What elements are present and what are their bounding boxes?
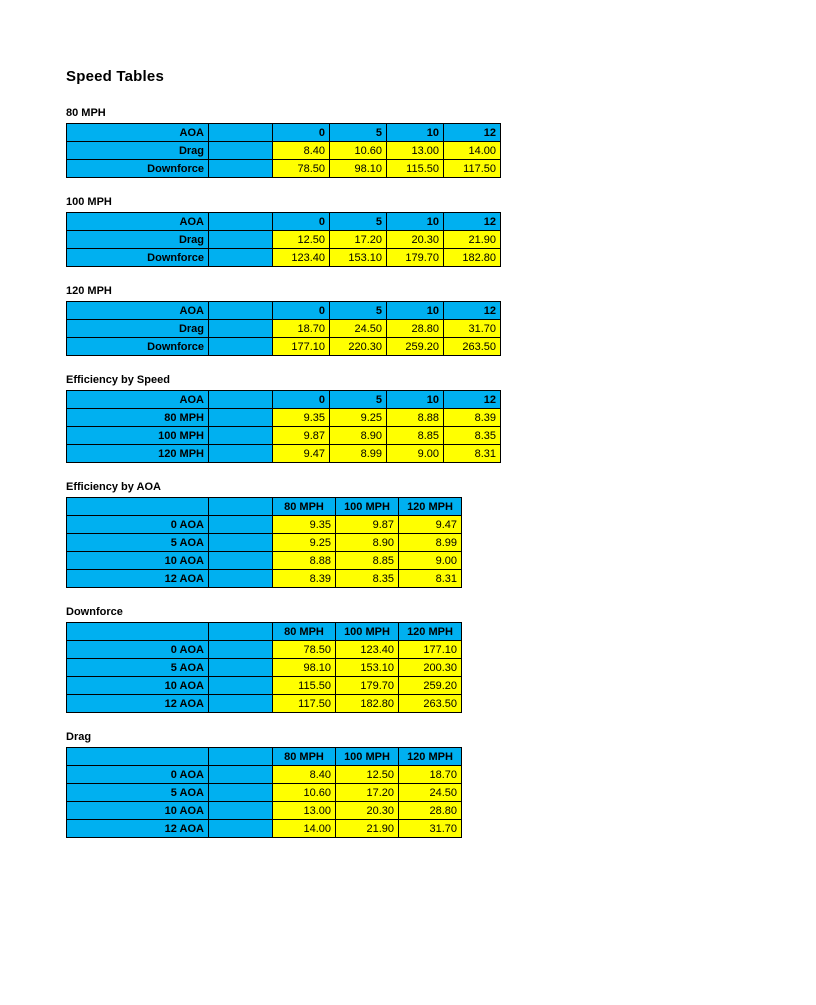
data-cell: 12.50 — [273, 231, 330, 249]
table-row — [67, 570, 462, 588]
column-header: 10 — [387, 213, 444, 231]
data-table — [66, 747, 462, 838]
data-cell: 13.00 — [387, 142, 444, 160]
table-row — [67, 641, 462, 659]
table-row — [67, 820, 462, 838]
table-row — [67, 249, 501, 267]
column-header: 12 — [444, 124, 501, 142]
table-section — [66, 285, 750, 356]
data-cell: 263.50 — [444, 338, 501, 356]
data-cell: 13.00 — [273, 802, 336, 820]
row-header: 5 AOA — [67, 784, 209, 802]
data-cell: 9.25 — [273, 534, 336, 552]
column-header: 0 — [273, 391, 330, 409]
data-cell: 31.70 — [444, 320, 501, 338]
data-cell: 123.40 — [273, 249, 330, 267]
row-header: 0 AOA — [67, 641, 209, 659]
data-cell: 9.47 — [273, 445, 330, 463]
row-header: 12 AOA — [67, 695, 209, 713]
data-cell: 8.35 — [336, 570, 399, 588]
section-label: Efficiency by AOA — [66, 481, 161, 493]
row-header: 5 AOA — [67, 534, 209, 552]
spacer-cell — [209, 516, 273, 534]
column-header — [209, 498, 273, 516]
column-header: AOA — [67, 124, 209, 142]
spacer-cell — [209, 802, 273, 820]
column-header: 120 MPH — [399, 748, 462, 766]
table-section — [66, 374, 750, 463]
column-header: AOA — [67, 213, 209, 231]
column-header — [209, 213, 273, 231]
spacer-cell — [209, 677, 273, 695]
data-cell: 9.47 — [399, 516, 462, 534]
table-row — [67, 445, 501, 463]
data-cell: 17.20 — [330, 231, 387, 249]
data-cell: 117.50 — [273, 695, 336, 713]
data-cell: 8.90 — [330, 427, 387, 445]
column-header: 10 — [387, 391, 444, 409]
table-row — [67, 427, 501, 445]
data-cell: 153.10 — [330, 249, 387, 267]
spacer-cell — [209, 766, 273, 784]
data-cell: 182.80 — [444, 249, 501, 267]
data-cell: 20.30 — [336, 802, 399, 820]
table-section — [66, 606, 750, 713]
data-cell: 10.60 — [273, 784, 336, 802]
table-header-row — [67, 748, 462, 766]
column-header: 0 — [273, 124, 330, 142]
data-cell: 21.90 — [336, 820, 399, 838]
spacer-cell — [209, 659, 273, 677]
data-cell: 9.87 — [336, 516, 399, 534]
data-cell: 9.00 — [387, 445, 444, 463]
section-label: Drag — [66, 731, 92, 743]
column-header: 5 — [330, 213, 387, 231]
spacer-cell — [209, 320, 273, 338]
data-cell: 9.00 — [399, 552, 462, 570]
data-cell: 28.80 — [387, 320, 444, 338]
data-table — [66, 301, 501, 356]
spacer-cell — [209, 249, 273, 267]
data-cell: 182.80 — [336, 695, 399, 713]
data-table — [66, 123, 501, 178]
data-cell: 78.50 — [273, 160, 330, 178]
spacer-cell — [209, 695, 273, 713]
row-header: 10 AOA — [67, 677, 209, 695]
column-header — [67, 623, 209, 641]
data-cell: 123.40 — [336, 641, 399, 659]
data-cell: 259.20 — [387, 338, 444, 356]
column-header: 80 MPH — [273, 623, 336, 641]
row-header: 0 AOA — [67, 766, 209, 784]
table-header-row — [67, 623, 462, 641]
table-row — [67, 231, 501, 249]
data-cell: 21.90 — [444, 231, 501, 249]
column-header — [209, 302, 273, 320]
data-cell: 24.50 — [330, 320, 387, 338]
data-cell: 24.50 — [399, 784, 462, 802]
data-cell: 9.25 — [330, 409, 387, 427]
column-header: 5 — [330, 391, 387, 409]
table-row — [67, 659, 462, 677]
table-row — [67, 534, 462, 552]
column-header: 5 — [330, 124, 387, 142]
column-header: 5 — [330, 302, 387, 320]
column-header: AOA — [67, 391, 209, 409]
data-cell: 8.85 — [336, 552, 399, 570]
section-label: 120 MPH — [66, 285, 112, 297]
data-cell: 78.50 — [273, 641, 336, 659]
table-row — [67, 142, 501, 160]
data-cell: 9.87 — [273, 427, 330, 445]
data-cell: 8.99 — [399, 534, 462, 552]
column-header — [209, 124, 273, 142]
column-header — [209, 623, 273, 641]
section-label: 100 MPH — [66, 196, 112, 208]
data-cell: 8.40 — [273, 142, 330, 160]
data-table — [66, 390, 501, 463]
table-header-row — [67, 498, 462, 516]
column-header: 80 MPH — [273, 498, 336, 516]
spacer-cell — [209, 570, 273, 588]
sections-container — [66, 107, 750, 838]
table-section — [66, 481, 750, 588]
table-row — [67, 516, 462, 534]
page-title: Speed Tables — [66, 68, 164, 85]
column-header — [209, 748, 273, 766]
column-header: 10 — [387, 124, 444, 142]
data-cell: 8.88 — [387, 409, 444, 427]
data-cell: 259.20 — [399, 677, 462, 695]
data-cell: 153.10 — [336, 659, 399, 677]
spacer-cell — [209, 552, 273, 570]
data-table — [66, 212, 501, 267]
data-cell: 9.35 — [273, 409, 330, 427]
spacer-cell — [209, 231, 273, 249]
data-cell: 20.30 — [387, 231, 444, 249]
row-header: 0 AOA — [67, 516, 209, 534]
data-cell: 220.30 — [330, 338, 387, 356]
row-header: 5 AOA — [67, 659, 209, 677]
data-cell: 8.88 — [273, 552, 336, 570]
data-cell: 263.50 — [399, 695, 462, 713]
column-header: 100 MPH — [336, 498, 399, 516]
section-label: Efficiency by Speed — [66, 374, 170, 386]
section-label: Downforce — [66, 606, 123, 618]
table-header-row — [67, 391, 501, 409]
table-row — [67, 695, 462, 713]
data-cell: 31.70 — [399, 820, 462, 838]
data-cell: 8.40 — [273, 766, 336, 784]
data-cell: 179.70 — [336, 677, 399, 695]
table-row — [67, 160, 501, 178]
column-header: 120 MPH — [399, 623, 462, 641]
column-header: 100 MPH — [336, 748, 399, 766]
column-header: 100 MPH — [336, 623, 399, 641]
table-header-row — [67, 213, 501, 231]
table-section — [66, 731, 750, 838]
row-header: Downforce — [67, 249, 209, 267]
data-cell: 18.70 — [273, 320, 330, 338]
column-header: 12 — [444, 391, 501, 409]
row-header: 100 MPH — [67, 427, 209, 445]
data-cell: 200.30 — [399, 659, 462, 677]
row-header: 12 AOA — [67, 570, 209, 588]
data-cell: 98.10 — [273, 659, 336, 677]
data-cell: 18.70 — [399, 766, 462, 784]
spacer-cell — [209, 445, 273, 463]
table-row — [67, 766, 462, 784]
table-row — [67, 320, 501, 338]
column-header: 80 MPH — [273, 748, 336, 766]
data-cell: 10.60 — [330, 142, 387, 160]
data-cell: 28.80 — [399, 802, 462, 820]
data-cell: 8.85 — [387, 427, 444, 445]
data-cell: 8.39 — [273, 570, 336, 588]
data-cell: 8.99 — [330, 445, 387, 463]
data-cell: 8.31 — [444, 445, 501, 463]
row-header: 80 MPH — [67, 409, 209, 427]
data-cell: 8.39 — [444, 409, 501, 427]
row-header: 10 AOA — [67, 552, 209, 570]
spacer-cell — [209, 534, 273, 552]
spacer-cell — [209, 160, 273, 178]
data-cell: 12.50 — [336, 766, 399, 784]
column-header — [67, 748, 209, 766]
spacer-cell — [209, 641, 273, 659]
spacer-cell — [209, 338, 273, 356]
data-cell: 115.50 — [387, 160, 444, 178]
data-cell: 117.50 — [444, 160, 501, 178]
table-row — [67, 802, 462, 820]
column-header — [67, 498, 209, 516]
data-cell: 179.70 — [387, 249, 444, 267]
row-header: 120 MPH — [67, 445, 209, 463]
column-header: 120 MPH — [399, 498, 462, 516]
table-row — [67, 784, 462, 802]
table-row — [67, 552, 462, 570]
column-header: 10 — [387, 302, 444, 320]
spacer-cell — [209, 409, 273, 427]
data-table — [66, 622, 462, 713]
spacer-cell — [209, 820, 273, 838]
data-cell: 9.35 — [273, 516, 336, 534]
column-header: 12 — [444, 213, 501, 231]
row-header: 10 AOA — [67, 802, 209, 820]
table-row — [67, 338, 501, 356]
data-cell: 14.00 — [273, 820, 336, 838]
row-header: Downforce — [67, 338, 209, 356]
spacer-cell — [209, 427, 273, 445]
column-header: 0 — [273, 213, 330, 231]
spacer-cell — [209, 142, 273, 160]
table-header-row — [67, 124, 501, 142]
column-header — [209, 391, 273, 409]
data-cell: 8.35 — [444, 427, 501, 445]
table-section — [66, 107, 750, 178]
data-cell: 8.90 — [336, 534, 399, 552]
data-table — [66, 497, 462, 588]
data-cell: 177.10 — [273, 338, 330, 356]
section-label: 80 MPH — [66, 107, 106, 119]
table-row — [67, 409, 501, 427]
row-header: Drag — [67, 142, 209, 160]
column-header: 0 — [273, 302, 330, 320]
data-cell: 17.20 — [336, 784, 399, 802]
row-header: 12 AOA — [67, 820, 209, 838]
row-header: Downforce — [67, 160, 209, 178]
column-header: AOA — [67, 302, 209, 320]
column-header: 12 — [444, 302, 501, 320]
data-cell: 98.10 — [330, 160, 387, 178]
row-header: Drag — [67, 231, 209, 249]
data-cell: 8.31 — [399, 570, 462, 588]
spacer-cell — [209, 784, 273, 802]
table-header-row — [67, 302, 501, 320]
table-section — [66, 196, 750, 267]
data-cell: 177.10 — [399, 641, 462, 659]
data-cell: 115.50 — [273, 677, 336, 695]
row-header: Drag — [67, 320, 209, 338]
table-row — [67, 677, 462, 695]
data-cell: 14.00 — [444, 142, 501, 160]
